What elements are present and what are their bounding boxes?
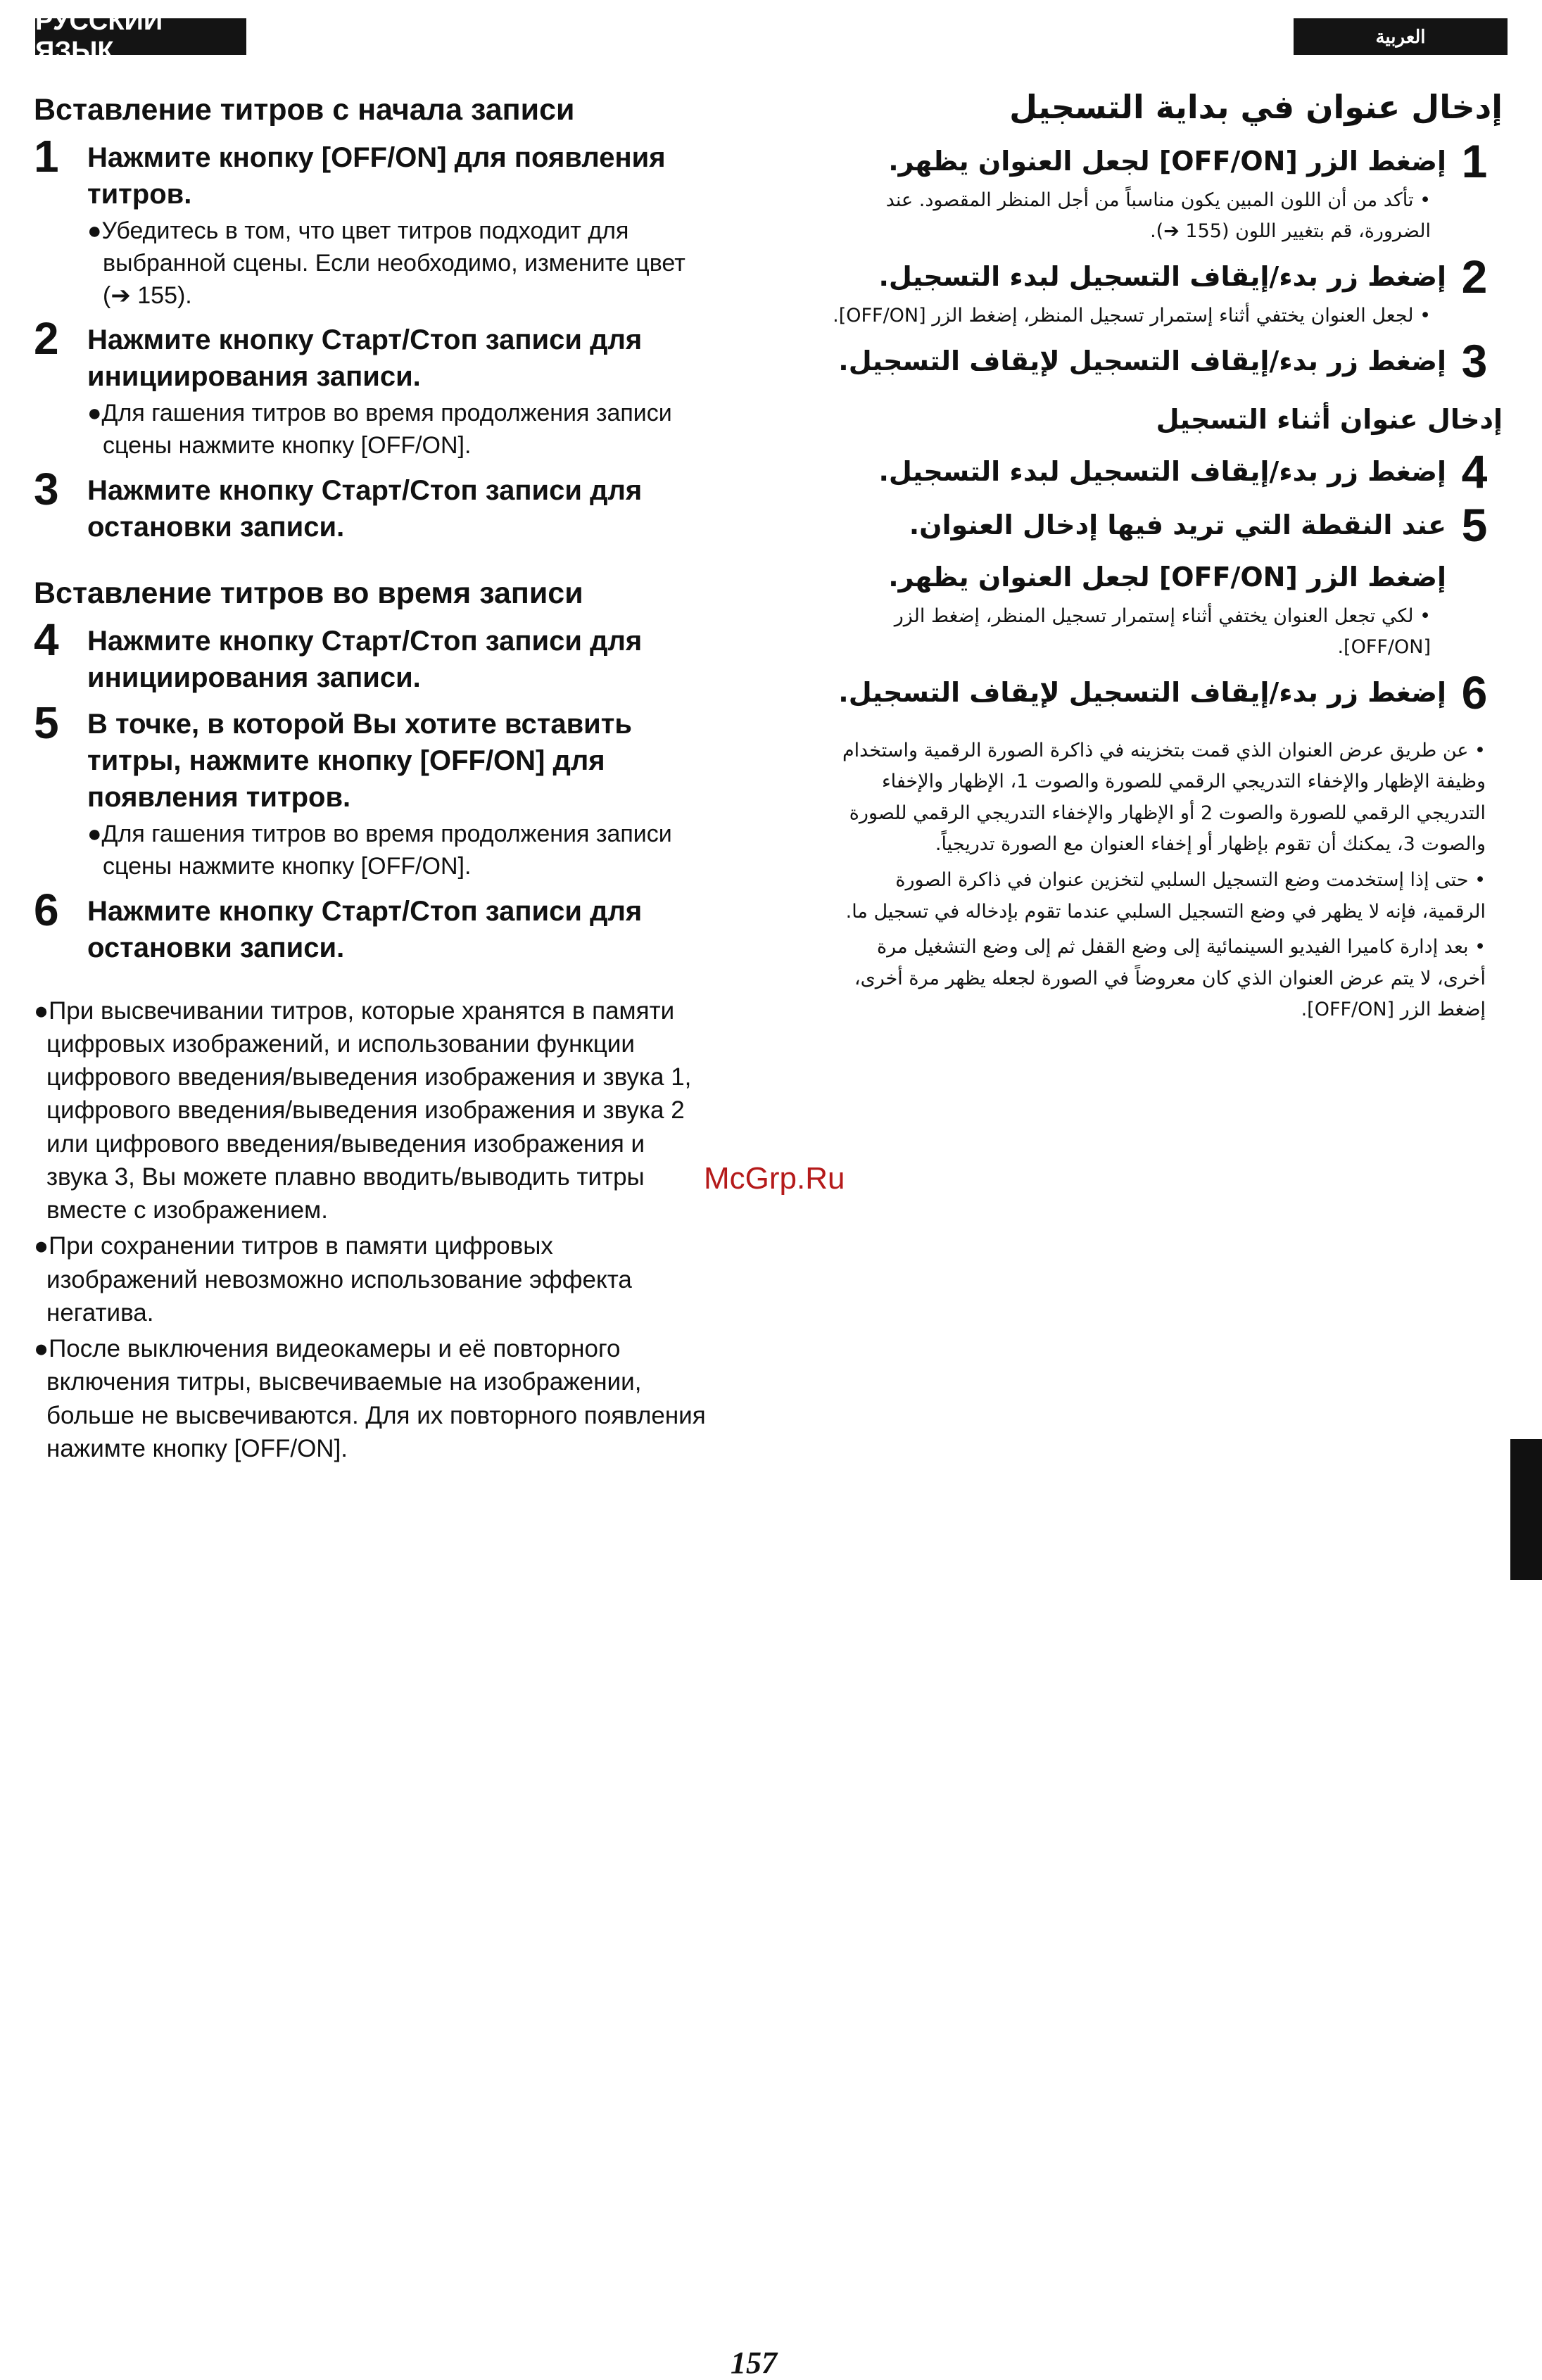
ru-step [34, 614, 709, 696]
ru-notes [34, 994, 709, 1466]
ru-step [34, 464, 709, 545]
step-number: 6 [34, 884, 59, 935]
russian-column [34, 91, 709, 1468]
step-note: ●Убедитесь в том, что цвет титров подходит для выбранной сцены. Если необходимо, измените цвет (➔ 155). [87, 217, 685, 309]
ru-step [34, 313, 709, 462]
step-text: إضغط زر بدء/إيقاف التسجيل لإيقاف التسجيل. [838, 676, 1446, 708]
step-number: 5 [34, 697, 59, 748]
language-tab-arabic: العربية [1294, 18, 1508, 55]
step-note: • تأكد من أن اللون المبين يكون مناسباً من أجل المنظر المقصود. عند الضرورة، قم بتغيير اللون (155 ➔). [885, 189, 1431, 242]
step-note: • لجعل العنوان يختفي أثناء إستمرار تسجيل المنظر، إضغط الزر [OFF/ON]. [833, 304, 1431, 327]
ar-section-title-during: إدخال عنوان أثناء التسجيل [1156, 404, 1503, 436]
watermark-link[interactable]: McGrp.Ru [704, 1161, 845, 1196]
ar-step [827, 250, 1503, 331]
step-number: 4 [1461, 445, 1488, 498]
step-text: إضغط زر بدء/إيقاف التسجيل لبدء التسجيل. [878, 260, 1446, 292]
step-number: 4 [34, 614, 59, 665]
step-text: إضغط زر بدء/إيقاف التسجيل لبدء التسجيل. [878, 456, 1446, 488]
ar-note: • عن طريق عرض العنوان الذي قمت بتخزينه في ذاكرة الصورة الرقمية واستخدام وظيفة الإظهار والإخفاء التدريجي الرقمي للصورة والصوت 1، الإظهار والإخفاء التدريجي الرقمي للصورة والصوت 2 أو الإظهار والإخفاء التدريجي الرقمي للصورة والصوت 3، يمكنك أن تقوم بإظهار أو إخفاء العنوان مع الصورة تدريجياً. [842, 739, 1486, 856]
page-number: 157 [731, 2346, 777, 2380]
step-text: Нажмите кнопку Старт/Стоп записи для инициирования записи. [87, 625, 643, 693]
step-note: ●Для гашения титров во время продолжения записи сцены нажмите кнопку [OFF/ON]. [87, 820, 672, 880]
step-text: عند النقطة التي تريد فيها إدخال العنوان. [909, 509, 1446, 541]
step-text: В точке, в которой Вы хотите вставить титры, нажмите кнопку [OFF/ON] для появления титров. [87, 708, 632, 813]
language-tab-russian: РУССКИЙ ЯЗЫК [35, 18, 246, 55]
step-number: 6 [1461, 666, 1488, 719]
step-text: Нажмите кнопку Старт/Стоп записи для инициирования записи. [87, 324, 643, 393]
step-number: 2 [1461, 250, 1488, 303]
ru-note: ●При сохранении титров в памяти цифровых изображений невозможно использование эффекта негатива. [34, 1232, 632, 1327]
ar-step [827, 445, 1503, 498]
ar-step [827, 135, 1503, 246]
ar-notes [827, 735, 1503, 1026]
ru-step [34, 130, 709, 312]
ar-step [827, 666, 1503, 719]
step-number: 3 [1461, 335, 1488, 388]
step-text: إضغط زر بدء/إيقاف التسجيل لإيقاف التسجيل. [838, 346, 1446, 377]
step-number: 5 [1461, 499, 1488, 552]
step-note: • لكي تجعل العنوان يختفي أثناء إستمرار تسجيل المنظر، إضغط الزر [OFF/ON]. [894, 605, 1431, 658]
ru-note: ●После выключения видеокамеры и её повторного включения титры, высвечиваемые на изображении, больше не высвечиваются. Для их повторного появления нажимте кнопку [OFF/ON]. [34, 1335, 706, 1462]
ru-section-title-during: Вставление титров во время записи [34, 576, 583, 611]
ar-note: • بعد إدارة كاميرا الفيديو السينمائية إلى وضع القفل ثم إلى وضع التشغيل مرة أخرى، لا يتم عرض العنوان الذي كان معروضاً في الصورة لجعله يظهر مرة أخرى، إضغط الزر [OFF/ON]. [854, 936, 1486, 1021]
step-text: Нажмите кнопку Старт/Стоп записи для остановки записи. [87, 475, 643, 543]
step-text: Нажмите кнопку [OFF/ON] для появления титров. [87, 141, 666, 210]
ar-section-title-start: إدخال عنوان في بداية التسجيل [1009, 88, 1503, 126]
step-note: ●Для гашения титров во время продолжения записи сцены нажмите кнопку [OFF/ON]. [87, 400, 672, 460]
ru-section-title-start: Вставление титров с начала записи [34, 93, 575, 127]
ar-step [827, 335, 1503, 388]
step-text: Нажмите кнопку Старт/Стоп записи для остановки записи. [87, 895, 643, 963]
ru-note: ●При высвечивании титров, которые хранятся в памяти цифровых изображений, и использовании функции цифрового введения/выведения изображения и звука 1, цифрового введения/выведения изображения и звука 2 или цифрового введения/выведения изображения и звука 3, Вы можете плавно вводить/выводить титры вместе с изображением. [34, 996, 692, 1224]
ar-step [827, 499, 1503, 552]
step-text: إضغط الزر [OFF/ON] لجعل العنوان يظهر. [888, 146, 1446, 177]
ar-note: • حتى إذا إستخدمت وضع التسجيل السلبي لتخزين عنوان في ذاكرة الصورة الرقمية، فإنه لا يظهر في وضع التسجيل السلبي عندما تقوم بإدخاله في تسجيل ما. [845, 868, 1486, 923]
step-number: 2 [34, 313, 59, 365]
edge-thumb-index [1510, 1439, 1542, 1580]
arabic-column [827, 84, 1503, 1030]
step-number: 3 [34, 464, 59, 515]
step-number: 1 [34, 130, 59, 182]
ar-step5-continuation: إضغط الزر [OFF/ON] لجعل العنوان يظهر. [888, 562, 1446, 593]
ru-step [34, 884, 709, 966]
step-number: 1 [1461, 135, 1488, 188]
ru-step [34, 697, 709, 883]
